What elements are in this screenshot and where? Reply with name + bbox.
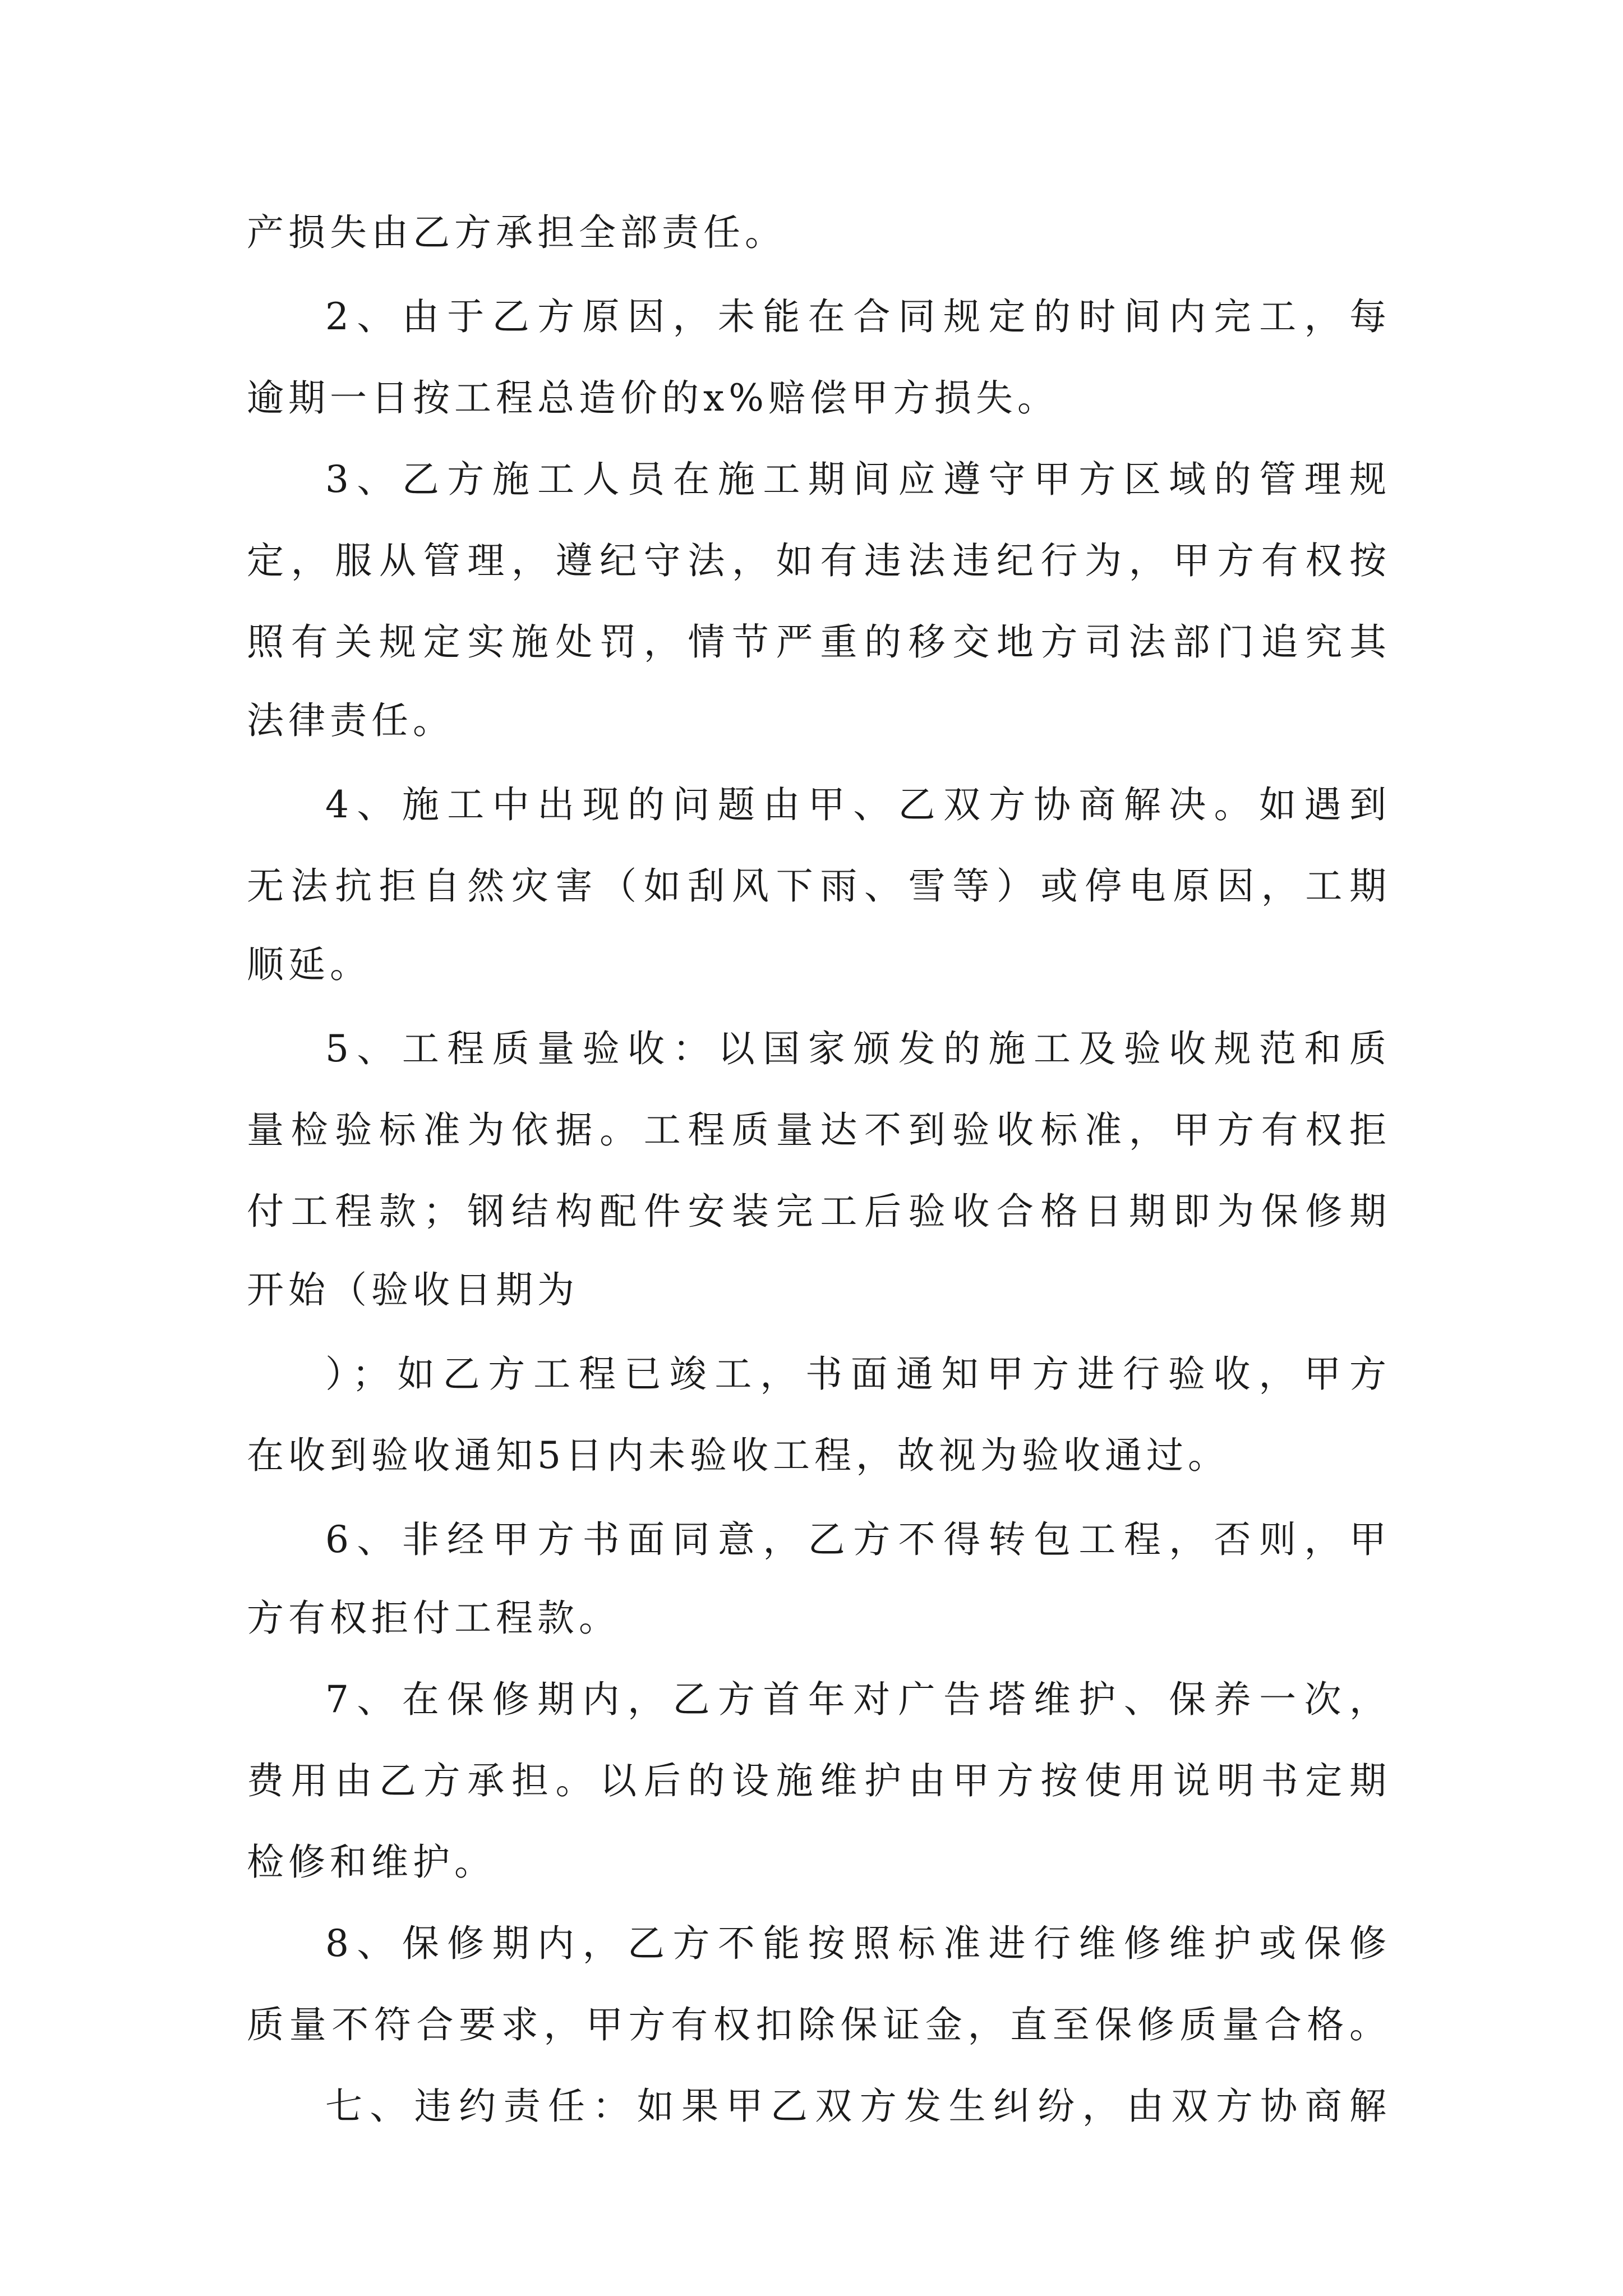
text-line: 顺延。 [247,943,371,986]
text-line: 法律责任。 [247,699,454,742]
text-line: 产损失由乙方承担全部责任。 [247,211,786,254]
text-line: 开始（验收日期为 [247,1268,579,1312]
text-line: ）；如乙方工程已竣工，书面通知甲方进行验收，甲方 [325,1352,1391,1396]
text-line: 3、乙方施工人员在施工期间应遵守甲方区域的管理规 [325,458,1391,501]
text-line: 4、施工中出现的问题由甲、乙双方协商解决。如遇到 [325,783,1391,826]
text-line: 七、违约责任：如果甲乙双方发生纠纷，由双方协商解 [325,2085,1391,2128]
text-line: 检修和维护。 [247,1841,496,1884]
text-line: 8、保修期内，乙方不能按照标准进行维修维护或保修 [325,1922,1391,1965]
text-line: 逾期一日按工程总造价的x%赔偿甲方损失。 [247,376,1059,420]
text-line: 付工程款；钢结构配件安装完工后验收合格日期即为保修期 [247,1190,1391,1233]
text-line: 照有关规定实施处罚，情节严重的移交地方司法部门追究其 [247,620,1391,664]
text-line: 定，服从管理，遵纪守法，如有违法违纪行为，甲方有权按 [247,539,1391,582]
text-line: 方有权拒付工程款。 [247,1596,620,1640]
text-line: 质量不符合要求，甲方有权扣除保证金，直至保修质量合格。 [247,2003,1391,2046]
text-line: 量检验标准为依据。工程质量达不到验收标准，甲方有权拒 [247,1108,1391,1152]
text-line: 无法抗拒自然灾害（如刮风下雨、雪等）或停电原因，工期 [247,864,1391,908]
text-line: 在收到验收通知5日内未验收工程，故视为验收通过。 [247,1434,1229,1477]
text-line: 2、由于乙方原因，未能在合同规定的时间内完工，每 [325,295,1391,338]
text-line: 5、工程质量验收：以国家颁发的施工及验收规范和质 [325,1027,1391,1070]
text-line: 6、非经甲方书面同意，乙方不得转包工程，否则，甲 [325,1518,1391,1561]
text-line: 费用由乙方承担。以后的设施维护由甲方按使用说明书定期 [247,1759,1391,1802]
text-line: 7、在保修期内，乙方首年对广告塔维护、保养一次， [325,1678,1391,1721]
